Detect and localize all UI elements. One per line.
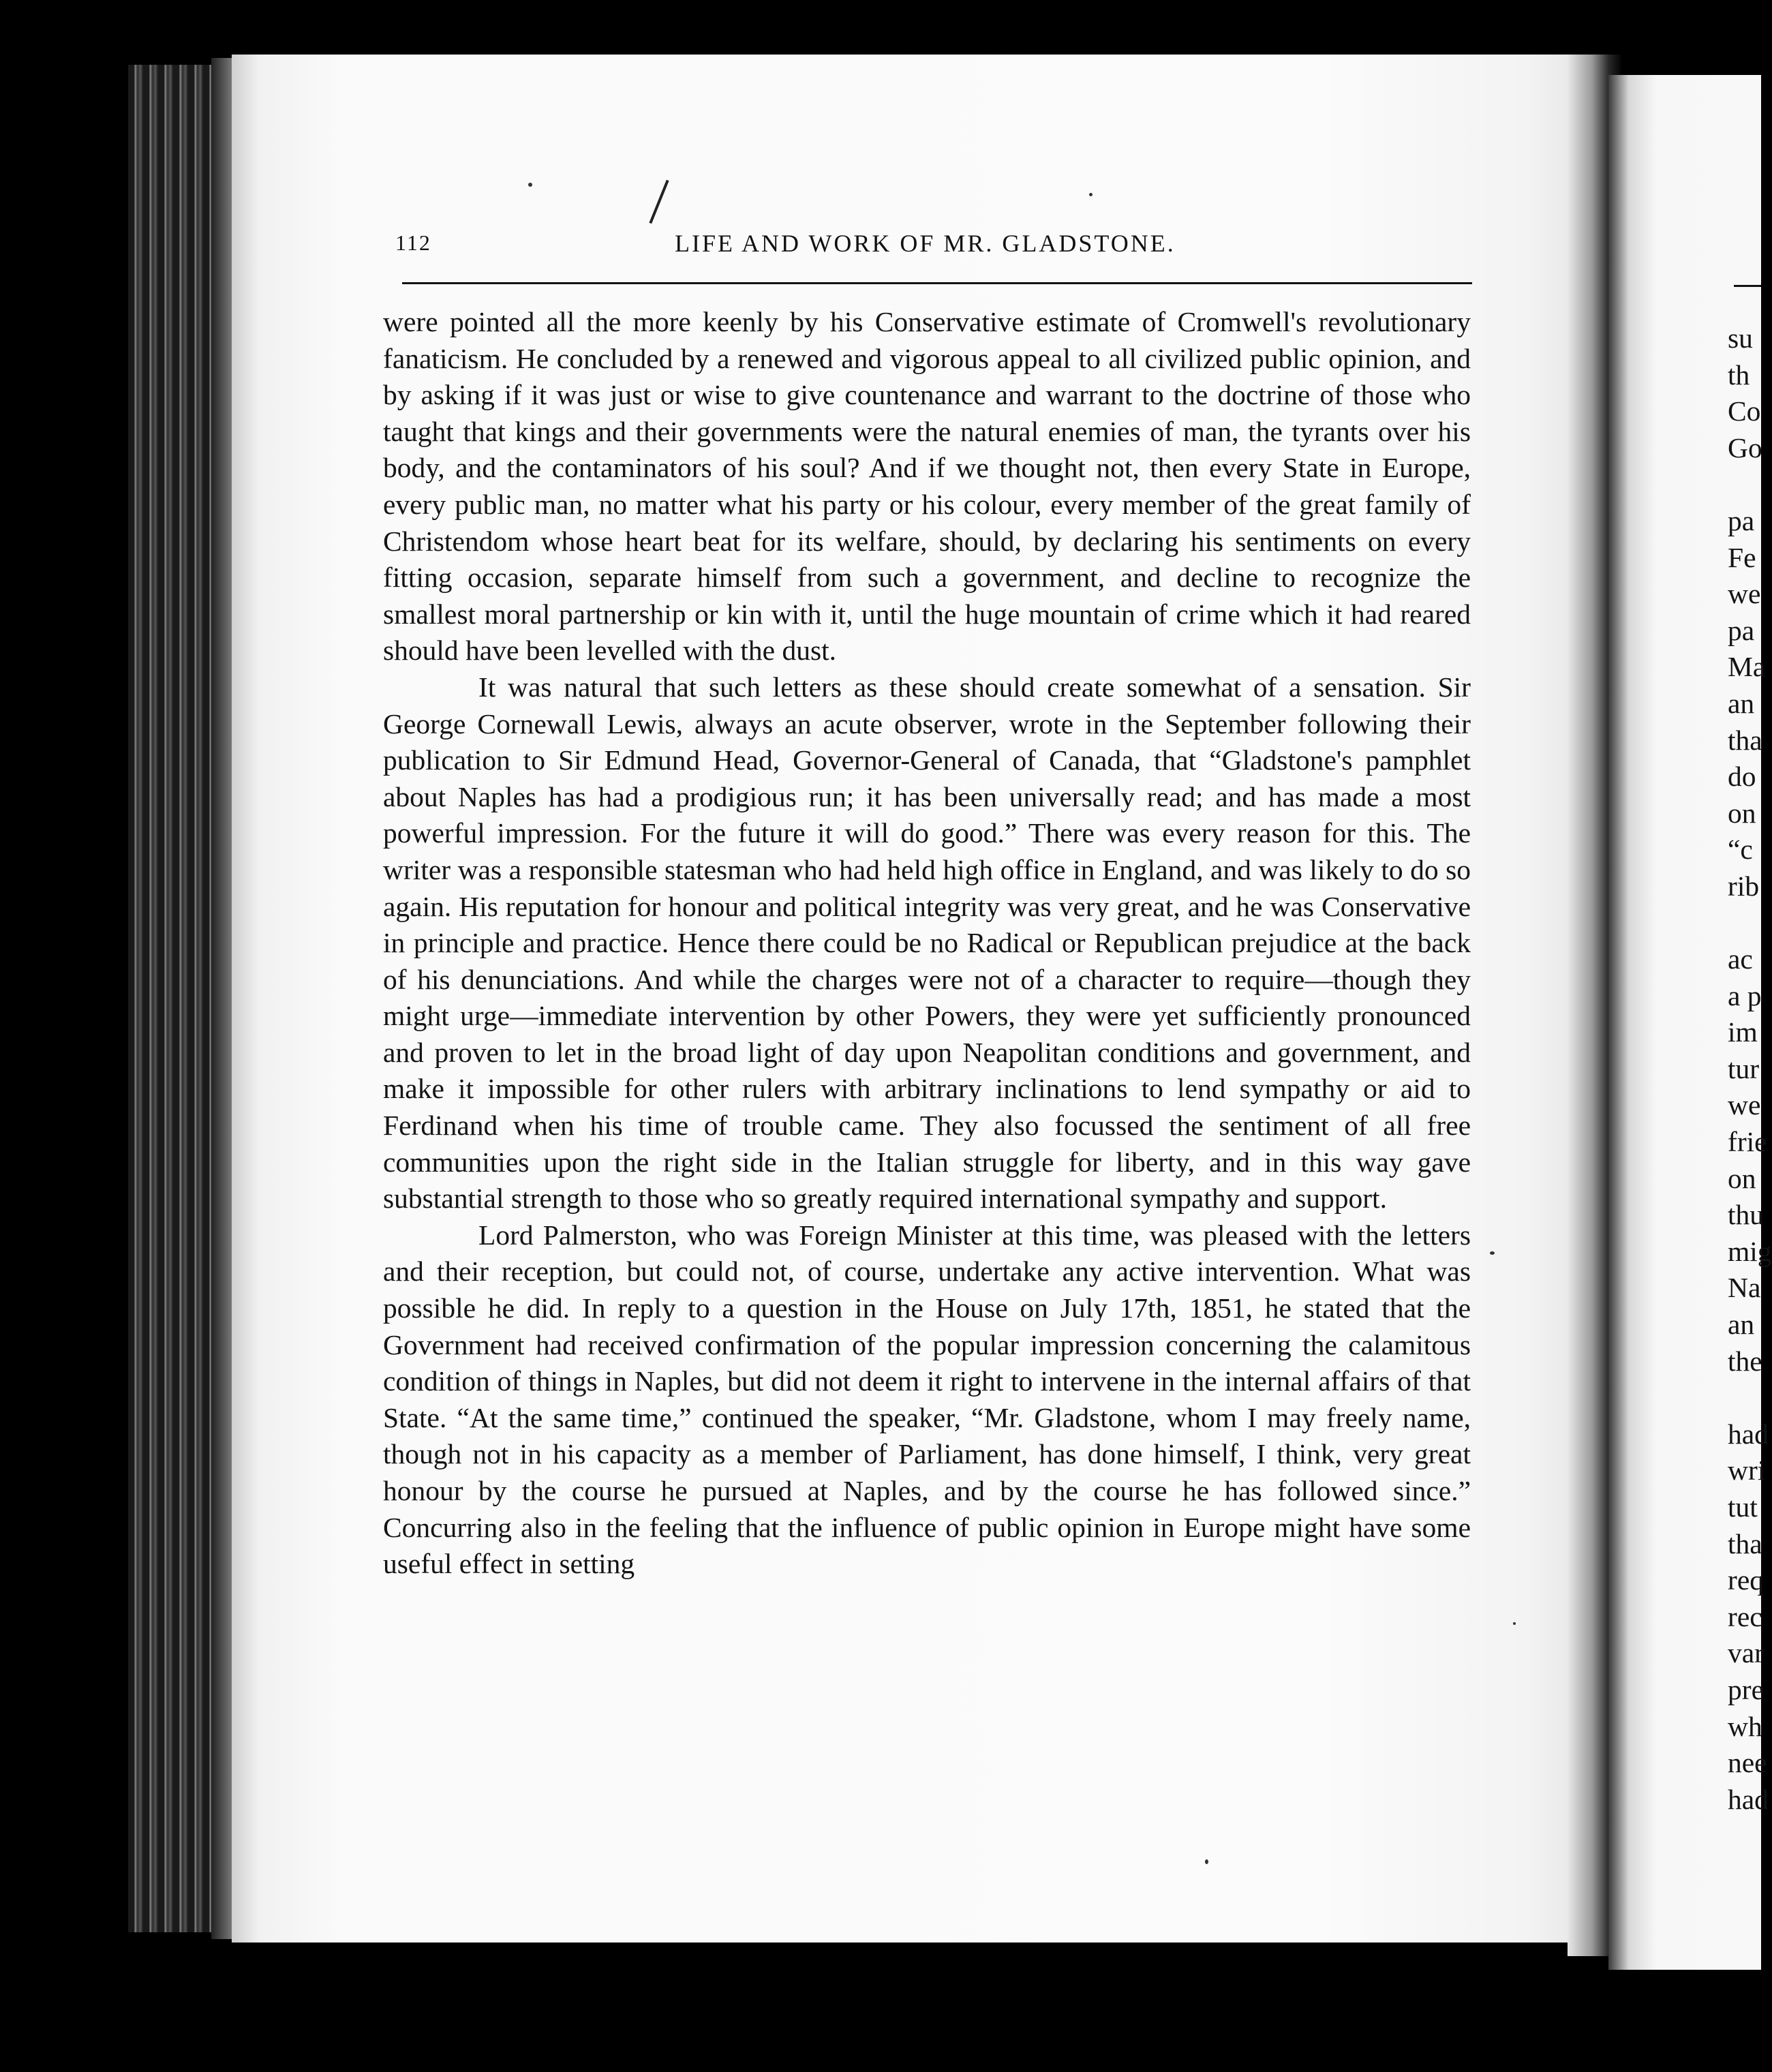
header-rule [402, 282, 1472, 284]
body-text [383, 304, 1471, 1583]
dust-speck [528, 183, 532, 187]
page-header [395, 229, 1479, 263]
dust-speck [1513, 1622, 1516, 1625]
dust-speck [1490, 1251, 1495, 1255]
dust-speck [1205, 1859, 1208, 1864]
paragraph-3: Lord Palmerston, who was Foreign Minister at this time, was pleased with the letters and their reception, but could not, of course, undertake any active intervention. What was possible he did. In reply to a question in the House on July 17th, 1851, he stated that the Government had received confirmation of the popular impression concerning the calamitous condition of things in Naples, but did not deem it right to intervene in the internal affairs of that State. “At the same time,” continued the speaker, “Mr. Gladstone, whom I may freely name, though not in his capacity as a member of Parliament, has done himself, I think, very great honour by the course he pursued at Naples, and by the course he has followed since.” Concurring also in the feeling that the influence of public opinion in Europe might have some useful effect in setting [383, 1219, 1471, 1580]
paragraph-1: were pointed all the more keenly by his Conservative estimate of Cromwell's revolutionary fanaticism. He concluded by a renewed and vigorous appeal to all civilized public opinion, and by asking if it was just or wise to give countenance and warrant to the doctrine of those who taught that kings and their governments were the natural enemies of man, the tyrants over his body, and the contaminators of his soul? And if we thought not, then every State in Europe, every public man, no matter what his party or his colour, every member of the great family of Christendom whose heart beat for its welfare, should, by declaring his sentiments on every fitting occasion, separate himself from such a government, and decline to recognize the smallest moral partnership or kin with it, until the huge mountain of crime which it had reared should have been levelled with the dust. [383, 306, 1471, 667]
paragraph-2: It was natural that such letters as these should create somewhat of a sensation. Sir George Cornewall Lewis, always an acute observer, wrote in the September following their publication to Sir Edmund Head, Governor-General of Canada, that “Gladstone's pamphlet about Naples has had a prodigious run; it has been universally read; and has made a most powerful impression. For the future it will do good.” There was every reason for this. The writer was a responsible statesman who had held high office in England, and was likely to do so again. His reputation for honour and political integrity was very great, and he was Conservative in principle and practice. Hence there could be no Radical or Republican prejudice at the back of his denunciations. And while the charges were not of a character to require—though they might urge—immediate intervention by other Powers, they were yet sufficiently pronounced and proven to let in the broad light of day upon Neapolitan conditions and government, and make it impossible for other rulers with arbitrary inclinations to lend sympathy or aid to Ferdinand when his time of trouble came. They also focussed the sentiment of all free communities upon the right side in the Italian struggle for liberty, and in this way gave substantial strength to those who so greatly required international sympathy and support. [383, 671, 1471, 1215]
facing-page-text: su th Co Go pa Fe we pa Ma an tha do on “c rib ac a p im tur we frie on thu mig Na an the had wri tut tha req rec var pre wh nee had [1728, 322, 1772, 1815]
facing-page-rule [1734, 285, 1761, 287]
running-head: LIFE AND WORK OF MR. GLADSTONE. [675, 230, 1176, 257]
dust-speck [1089, 193, 1093, 196]
page-number: 112 [395, 230, 431, 255]
